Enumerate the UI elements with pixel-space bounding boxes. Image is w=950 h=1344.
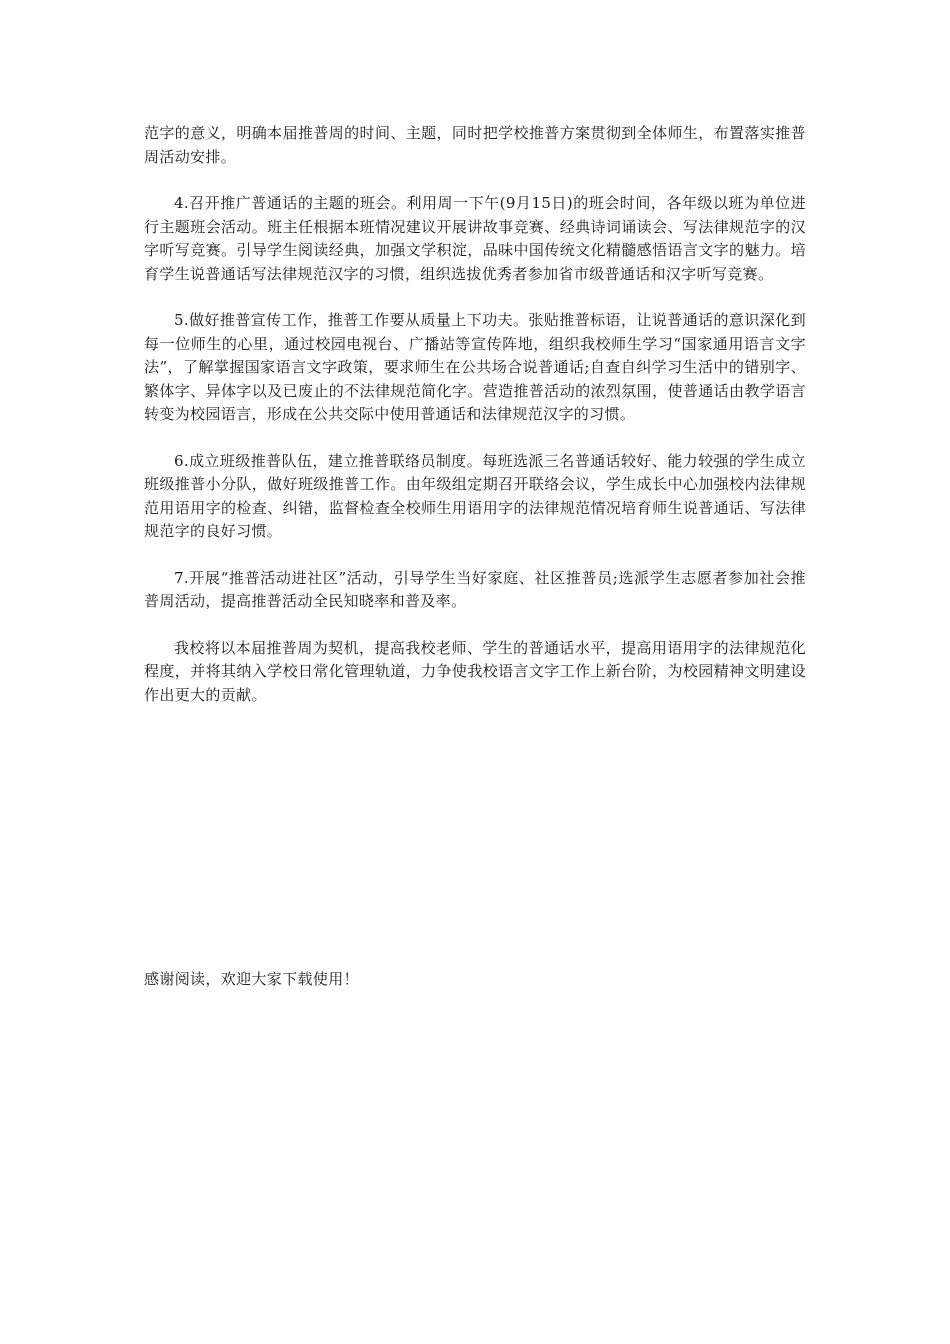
paragraph-item-6: 6.成立班级推普队伍，建立推普联络员制度。每班选派三名普通话较好、能力较强的学生成立班级推普小分队，做好班级推普工作。由年级组定期召开联络会议，学生成长中心加强校内法律规范用语用字的检查、纠错，监督检查全校师生用语用字的法律规范情况培育师生说普通话、写法律规范字的良好习惯。 [144, 451, 806, 540]
document-body [144, 122, 806, 730]
closing-note: 感谢阅读，欢迎大家下载使用！ [144, 970, 359, 988]
paragraph-item-4: 4.召开推广普通话的主题的班会。利用周一下午(9月15日)的班会时间，各年级以班为单位进行主题班会活动。班主任根据本班情况建议开展讲故事竞赛、经典诗词诵读会、写法律规范字的汉字听写竞赛。引导学生阅读经典，加强文学积淀，品味中国传统文化精髓感悟语言文字的魅力。培育学生说普通话写法律规范汉字的习惯，组织选拔优秀者参加省市级普通话和汉字听写竞赛。 [144, 194, 806, 283]
paragraph-item-5: 5.做好推普宣传工作，推普工作要从质量上下功夫。张贴推普标语，让说普通话的意识深化到每一位师生的心里，通过校园电视台、广播站等宣传阵地，组织我校师生学习“国家通用语言文字法”，了解掌握国家语言文字政策，要求师生在公共场合说普通话;自查自纠学习生活中的错别字、繁体字、异体字以及已废止的不法律规范简化字。营造推普活动的浓烈氛围，使普通话由教学语言转变为校园语言，形成在公共交际中使用普通话和法律规范汉字的习惯。 [144, 311, 806, 423]
paragraph-conclusion: 我校将以本届推普周为契机，提高我校老师、学生的普通话水平，提高用语用字的法律规范化程度，并将其纳入学校日常化管理轨道，力争使我校语言文字工作上新台阶，为校园精神文明建设作出更大的贡献。 [144, 638, 806, 704]
paragraph-continuation: 范字的意义，明确本届推普周的时间、主题，同时把学校推普方案贯彻到全体师生，布置落实推普周活动安排。 [144, 124, 806, 166]
paragraph-item-7: 7.开展“推普活动进社区”活动，引导学生当好家庭、社区推普员;选派学生志愿者参加社会推普周活动，提高推普活动全民知晓率和普及率。 [144, 568, 806, 610]
